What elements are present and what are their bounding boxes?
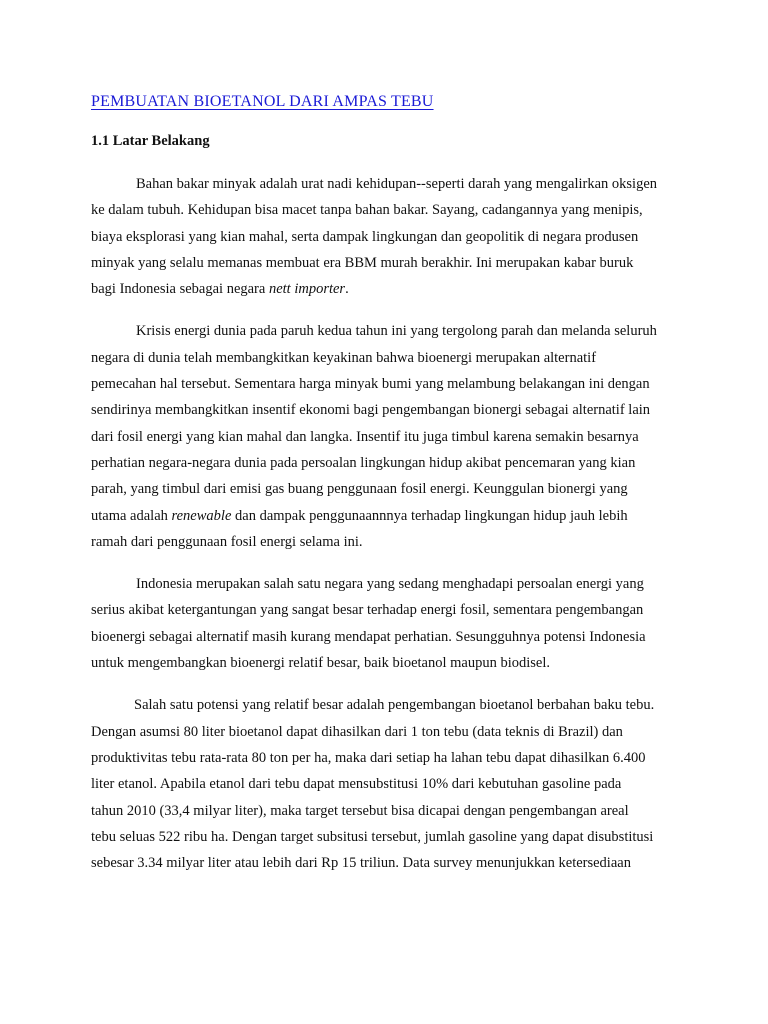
paragraph-line: Krisis energi dunia pada paruh kedua tahun ini yang tergolong parah dan melanda seluruh bbox=[136, 323, 657, 340]
paragraph-line: perhatian negara-negara dunia pada persoalan lingkungan hidup akibat pencemaran yang kian bbox=[91, 454, 636, 471]
paragraph-line: tebu seluas 522 ribu ha. Dengan target subsitusi tersebut, jumlah gasoline yang dapat disubstitusi bbox=[91, 828, 654, 845]
line-text: dan dampak penggunaannnya terhadap lingkungan hidup jauh lebih bbox=[231, 507, 628, 524]
paragraph-line: tahun 2010 (33,4 milyar liter), maka target tersebut bisa dicapai dengan pengembangan areal bbox=[91, 802, 629, 819]
paragraph-3 bbox=[91, 571, 690, 676]
italic-term: renewable bbox=[171, 507, 232, 524]
paragraph-line: parah, yang timbul dari emisi gas buang penggunaan fosil energi. Keunggulan bionergi yang bbox=[91, 481, 628, 498]
paragraph-4 bbox=[91, 692, 690, 876]
line-text: utama adalah bbox=[91, 507, 172, 524]
paragraph-line: ke dalam tubuh. Kehidupan bisa macet tanpa bahan bakar. Sayang, cadangannya yang menipis, bbox=[91, 202, 643, 219]
italic-term: nett importer bbox=[268, 281, 346, 298]
paragraph-line: ramah dari penggunaan fosil energi selama ini. bbox=[91, 533, 363, 550]
paragraph-line: untuk mengembangkan bioenergi relatif besar, baik bioetanol maupun biodisel. bbox=[91, 655, 551, 672]
paragraph-line: Bahan bakar minyak adalah urat nadi kehidupan--seperti darah yang mengalirkan oksigen bbox=[136, 176, 658, 192]
paragraph-line bbox=[91, 503, 690, 529]
paragraph-line: biaya eksplorasi yang kian mahal, serta dampak lingkungan dan geopolitik di negara produsen bbox=[91, 228, 639, 245]
paragraph-line bbox=[91, 276, 690, 302]
line-text: . bbox=[345, 281, 349, 298]
paragraph-line: negara di dunia telah membangkitkan keyakinan bahwa bioenergi merupakan alternatif bbox=[91, 349, 597, 366]
paragraph-line: dari fosil energi yang kian mahal dan langka. Insentif itu juga timbul karena semakin besarnya bbox=[91, 428, 639, 445]
section-heading: 1.1 Latar Belakang bbox=[91, 133, 210, 149]
paragraph-line: minyak yang selalu memanas membuat era BBM murah berakhir. Ini merupakan kabar buruk bbox=[91, 254, 634, 271]
paragraph-line: serius akibat ketergantungan yang sangat besar terhadap energi fosil, sementara pengembangan bbox=[91, 602, 644, 619]
paragraph-line: pemecahan hal tersebut. Sementara harga minyak bumi yang melambung belakangan ini dengan bbox=[91, 376, 650, 393]
document-title: PEMBUATAN BIOETANOL DARI AMPAS TEBU bbox=[91, 93, 434, 110]
paragraph-line: bioenergi sebagai alternatif masih kurang mendapat perhatian. Sesungguhnya potensi Indonesia bbox=[91, 628, 646, 645]
paragraph-line: produktivitas tebu rata-rata 80 ton per ha, maka dari setiap ha lahan tebu dapat dihasilkan 6.400 bbox=[91, 749, 646, 766]
paragraph-line: Indonesia merupakan salah satu negara yang sedang menghadapi persoalan energi yang bbox=[136, 576, 644, 593]
paragraph-line: sebesar 3.34 milyar liter atau lebih dari Rp 15 triliun. Data survey menunjukkan ketersediaan bbox=[91, 855, 631, 872]
paragraph-2 bbox=[91, 318, 690, 555]
paragraph-line: sendirinya membangkitkan insentif ekonomi bagi pengembangan bionergi sebagai alternatif lain bbox=[91, 402, 651, 419]
line-text: bagi Indonesia sebagai negara bbox=[91, 281, 269, 298]
paragraph-line: Dengan asumsi 80 liter bioetanol dapat dihasilkan dari 1 ton tebu (data teknis di Brazil) dan bbox=[91, 723, 623, 740]
paragraph-line: liter etanol. Apabila etanol dari tebu dapat mensubstitusi 10% dari kebutuhan gasoline pada bbox=[91, 776, 622, 793]
paragraph-line: Salah satu potensi yang relatif besar adalah pengembangan bioetanol berbahan baku tebu. bbox=[134, 697, 655, 714]
paragraph-1 bbox=[91, 171, 690, 302]
